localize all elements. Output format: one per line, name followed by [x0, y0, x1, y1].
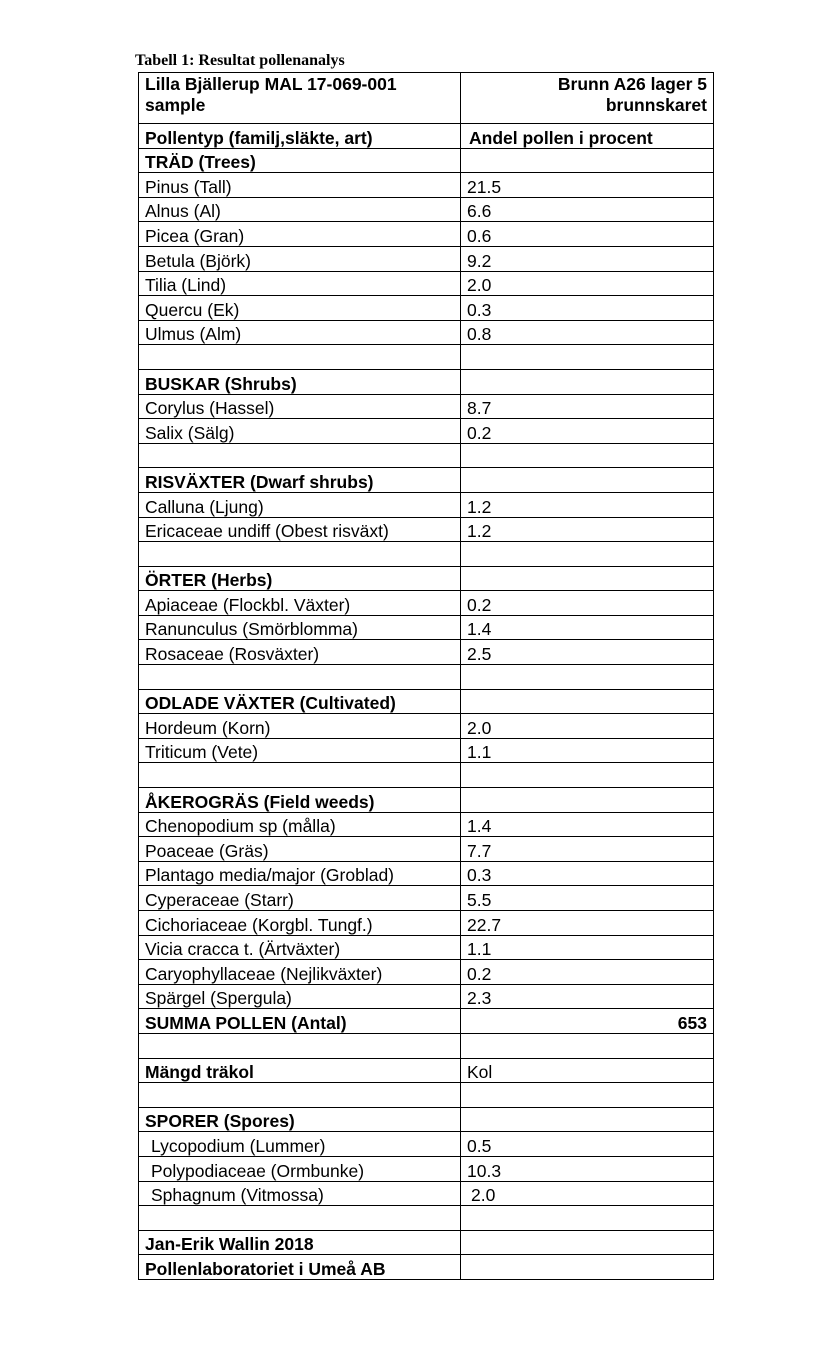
table-row	[139, 517, 714, 542]
pollen-percent: 1.1	[461, 738, 714, 763]
site-name: Lilla Bjällerup MAL 17-069-001	[145, 74, 397, 94]
taxon-name: Rosaceae (Rosväxter)	[139, 640, 461, 665]
pollen-percent: 0.3	[461, 296, 714, 321]
taxon-name: Picea (Gran)	[139, 222, 461, 247]
table-row	[139, 960, 714, 985]
taxon-name: Spärgel (Spergula)	[139, 984, 461, 1009]
table-row	[139, 197, 714, 222]
taxon-name: Vicia cracca t. (Ärtväxter)	[139, 935, 461, 960]
pollen-percent: 0.2	[461, 419, 714, 444]
pollen-percent: 1.2	[461, 517, 714, 542]
pollen-percent: 2.0	[461, 714, 714, 739]
sample-context: brunnskaret	[605, 95, 707, 115]
empty-row	[139, 665, 714, 690]
pollen-percent: 2.3	[461, 984, 714, 1009]
column-header-type: Pollentyp (familj,släkte, art)	[139, 124, 461, 149]
pollen-percent: 1.4	[461, 615, 714, 640]
section-title-spores: SPORER (Spores)	[139, 1107, 461, 1132]
pollen-percent: 2.5	[461, 640, 714, 665]
pollen-percent: 0.8	[461, 320, 714, 345]
footer-row	[139, 1255, 714, 1280]
section-header-row	[139, 788, 714, 813]
table-row	[139, 984, 714, 1009]
pollen-percent: 8.7	[461, 394, 714, 419]
column-header-share: Andel pollen i procent	[461, 124, 714, 149]
column-header-row	[139, 124, 714, 149]
taxon-name: Ranunculus (Smörblomma)	[139, 615, 461, 640]
pollen-percent: 0.2	[461, 591, 714, 616]
site-cell	[139, 73, 461, 124]
table-row	[139, 886, 714, 911]
section-header-row	[139, 566, 714, 591]
table-header-row	[139, 73, 714, 124]
empty-row	[139, 1033, 714, 1058]
taxon-name: Alnus (Al)	[139, 197, 461, 222]
section-title-trees: TRÄD (Trees)	[139, 148, 461, 173]
table-row	[139, 296, 714, 321]
taxon-name: Salix (Sälg)	[139, 419, 461, 444]
table-row	[139, 394, 714, 419]
table-row	[139, 246, 714, 271]
taxon-name: Quercu (Ek)	[139, 296, 461, 321]
section-title-shrubs: BUSKAR (Shrubs)	[139, 369, 461, 394]
table-row	[139, 320, 714, 345]
empty-row	[139, 443, 714, 468]
taxon-name: Cyperaceae (Starr)	[139, 886, 461, 911]
taxon-name: Pinus (Tall)	[139, 173, 461, 198]
pollen-percent: 1.4	[461, 812, 714, 837]
pollen-percent: 0.6	[461, 222, 714, 247]
taxon-name: Apiaceae (Flockbl. Växter)	[139, 591, 461, 616]
empty-row	[139, 1206, 714, 1231]
section-title-dwarf-shrubs: RISVÄXTER (Dwarf shrubs)	[139, 468, 461, 493]
table-row	[139, 1156, 714, 1181]
table-row	[139, 615, 714, 640]
table-caption: Tabell 1: Resultat pollenanalys	[135, 52, 345, 69]
taxon-name: Sphagnum (Vitmossa)	[139, 1181, 461, 1206]
section-header-row	[139, 689, 714, 714]
table-row	[139, 271, 714, 296]
section-header-row	[139, 1107, 714, 1132]
table-row	[139, 738, 714, 763]
table-row	[139, 812, 714, 837]
section-title-cultivated: ODLADE VÄXTER (Cultivated)	[139, 689, 461, 714]
section-header-row	[139, 148, 714, 173]
taxon-name: Tilia (Lind)	[139, 271, 461, 296]
pollen-percent: 0.3	[461, 861, 714, 886]
pollen-percent: 7.7	[461, 837, 714, 862]
taxon-name: Corylus (Hassel)	[139, 394, 461, 419]
taxon-name: Triticum (Vete)	[139, 738, 461, 763]
section-title-herbs: ÖRTER (Herbs)	[139, 566, 461, 591]
table-row	[139, 173, 714, 198]
empty-row	[139, 542, 714, 567]
spore-percent: 0.5	[461, 1132, 714, 1157]
footer-row	[139, 1230, 714, 1255]
pollen-percent: 5.5	[461, 886, 714, 911]
lab-credit: Pollenlaboratoriet i Umeå AB	[139, 1255, 461, 1280]
pollen-percent: 9.2	[461, 246, 714, 271]
taxon-name: Polypodiaceae (Ormbunke)	[139, 1156, 461, 1181]
charcoal-row	[139, 1058, 714, 1083]
pollen-percent: 6.6	[461, 197, 714, 222]
taxon-name: Plantago media/major (Groblad)	[139, 861, 461, 886]
empty-row	[139, 1083, 714, 1108]
table-row	[139, 837, 714, 862]
table-row	[139, 935, 714, 960]
taxon-name: Ericaceae undiff (Obest risväxt)	[139, 517, 461, 542]
taxon-name: Cichoriaceae (Korgbl. Tungf.)	[139, 911, 461, 936]
table-row	[139, 1132, 714, 1157]
site-sample-label: sample	[145, 95, 206, 115]
sum-value: 653	[461, 1009, 714, 1034]
sum-row	[139, 1009, 714, 1034]
charcoal-value: Kol	[461, 1058, 714, 1083]
author-credit: Jan-Erik Wallin 2018	[139, 1230, 461, 1255]
sample-name: Brunn A26 lager 5	[557, 74, 707, 94]
table-row	[139, 419, 714, 444]
taxon-name: Betula (Björk)	[139, 246, 461, 271]
empty-row	[139, 345, 714, 370]
pollen-percent: 0.2	[461, 960, 714, 985]
taxon-name: Caryophyllaceae (Nejlikväxter)	[139, 960, 461, 985]
table-row	[139, 222, 714, 247]
empty-row	[139, 763, 714, 788]
pollen-percent: 2.0	[461, 271, 714, 296]
taxon-name: Poaceae (Gräs)	[139, 837, 461, 862]
table-row	[139, 591, 714, 616]
taxon-name: Chenopodium sp (målla)	[139, 812, 461, 837]
table-row	[139, 714, 714, 739]
table-row	[139, 861, 714, 886]
sample-cell	[461, 73, 714, 124]
taxon-name: Calluna (Ljung)	[139, 492, 461, 517]
table-row	[139, 911, 714, 936]
pollen-percent: 1.2	[461, 492, 714, 517]
taxon-name: Lycopodium (Lummer)	[139, 1132, 461, 1157]
charcoal-label: Mängd träkol	[139, 1058, 461, 1083]
section-title-field-weeds: ÅKEROGRÄS (Field weeds)	[139, 788, 461, 813]
pollen-percent: 21.5	[461, 173, 714, 198]
table-row	[139, 640, 714, 665]
table-row	[139, 1181, 714, 1206]
spore-percent: 10.3	[461, 1156, 714, 1181]
sum-label: SUMMA POLLEN (Antal)	[139, 1009, 461, 1034]
section-header-row	[139, 369, 714, 394]
pollen-table	[138, 72, 714, 1280]
taxon-name: Ulmus (Alm)	[139, 320, 461, 345]
taxon-name: Hordeum (Korn)	[139, 714, 461, 739]
pollen-percent: 22.7	[461, 911, 714, 936]
spore-percent: 2.0	[461, 1181, 714, 1206]
pollen-percent: 1.1	[461, 935, 714, 960]
section-header-row	[139, 468, 714, 493]
table-row	[139, 492, 714, 517]
